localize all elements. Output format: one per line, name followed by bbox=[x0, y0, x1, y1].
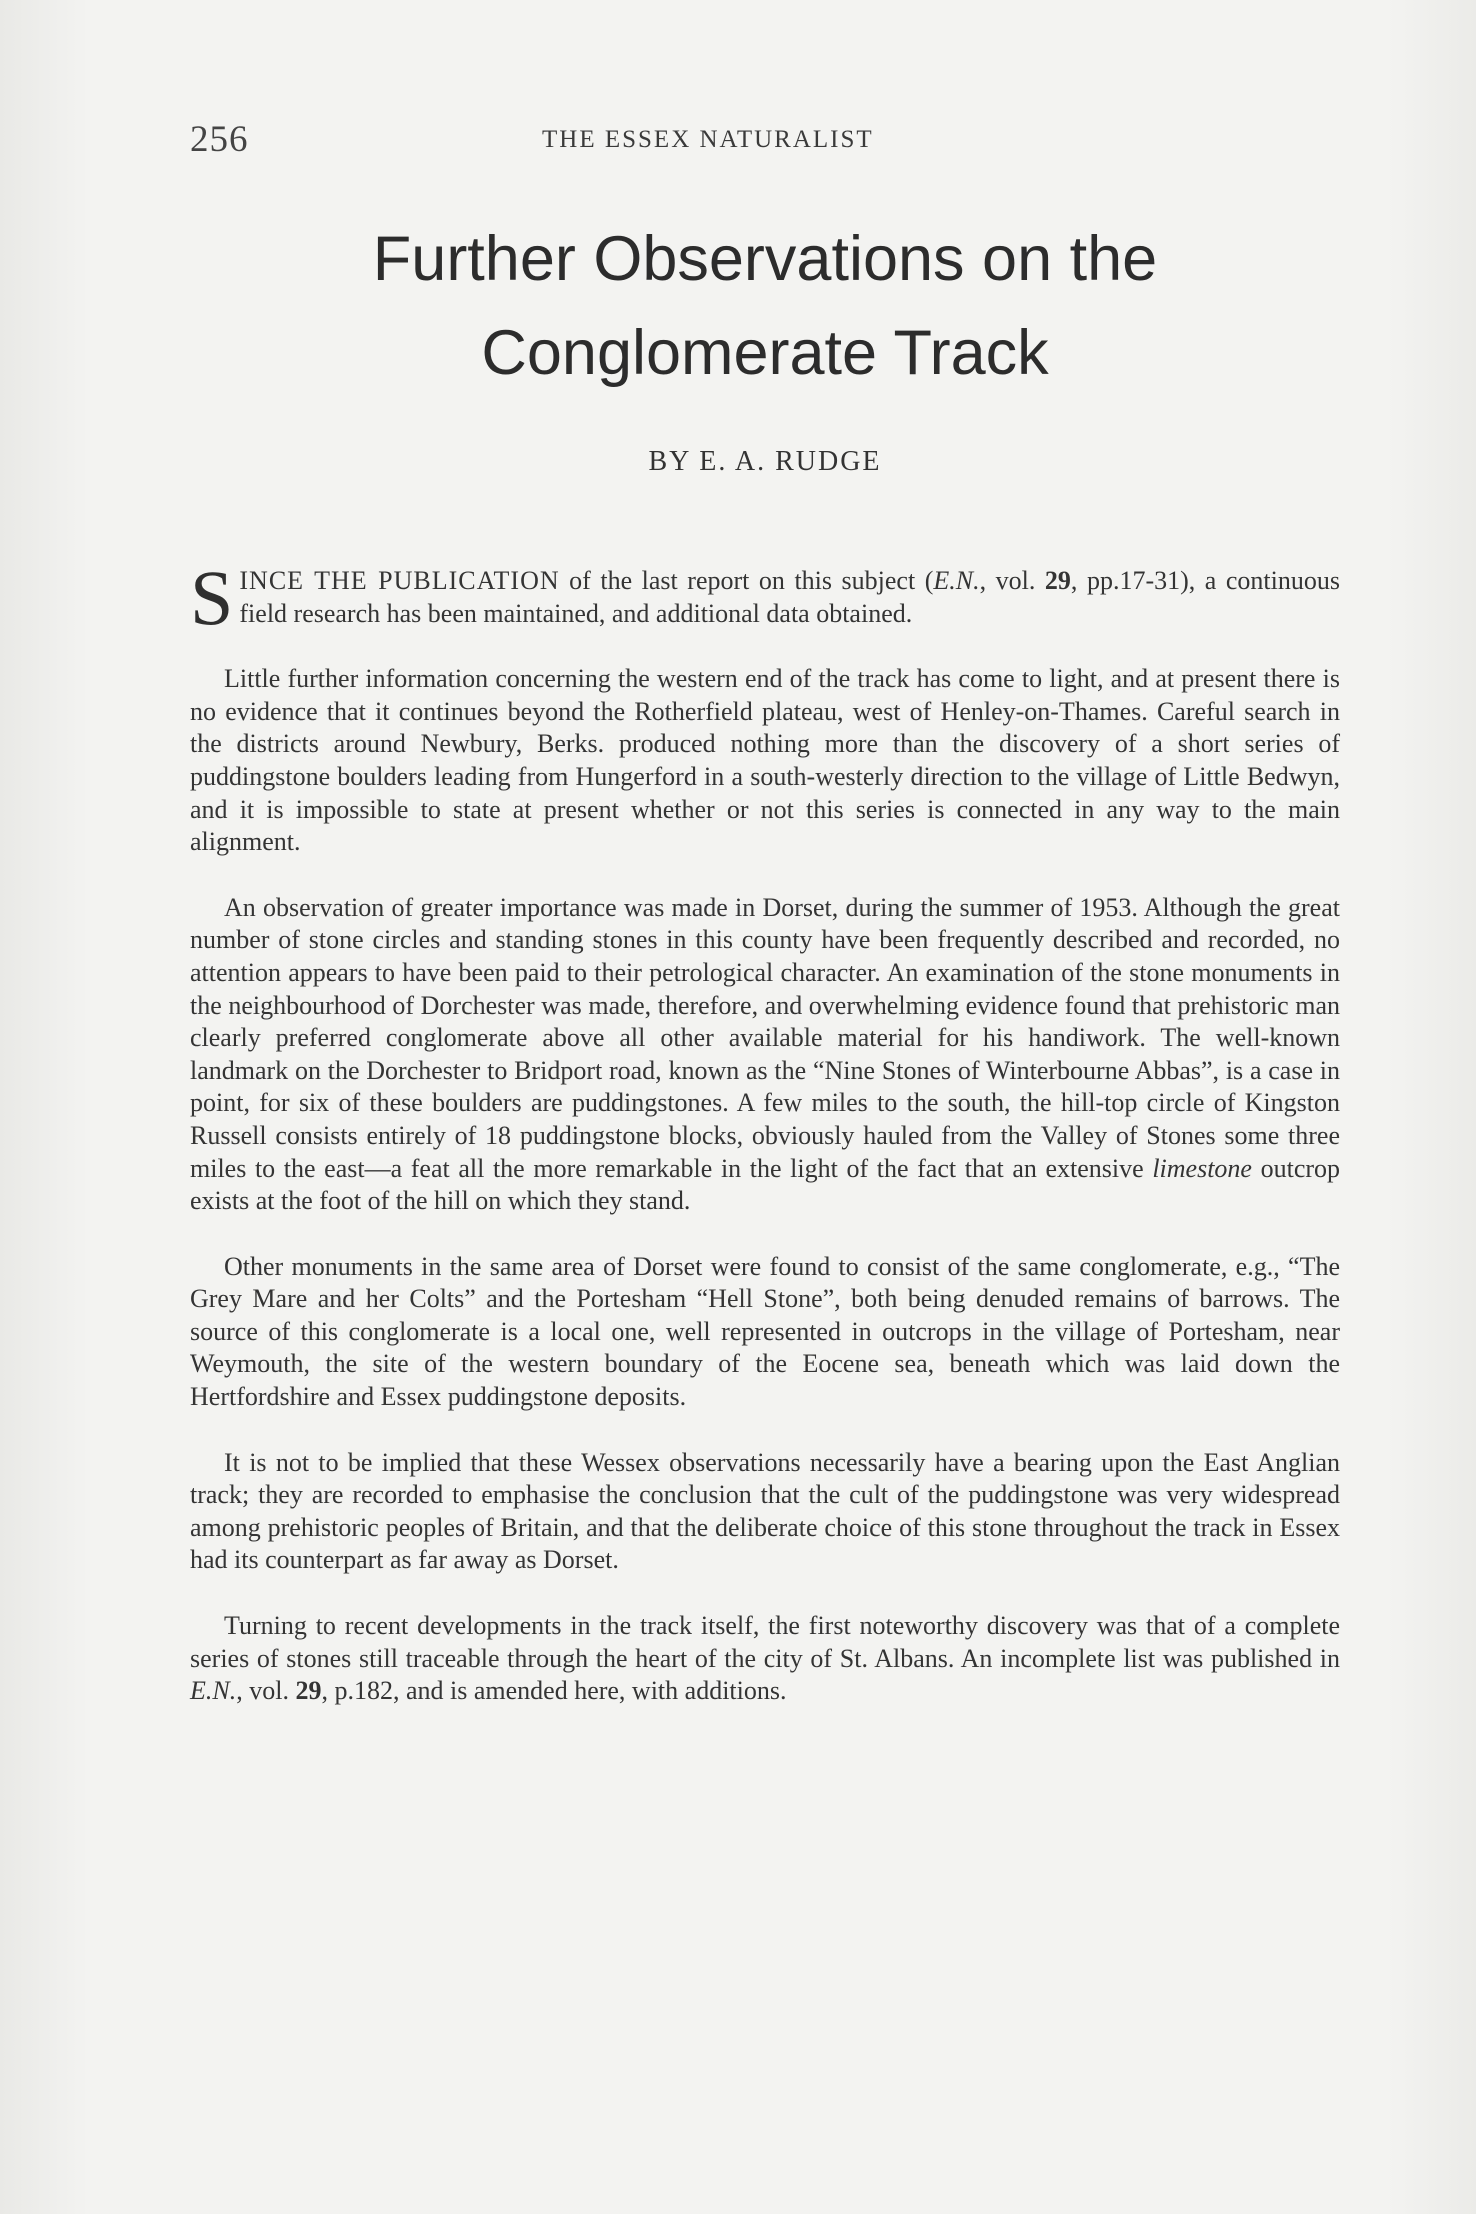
paragraph-5-text: It is not to be implied that these Wessex observations necessarily have a bearing upon the East Anglian track; they are recorded to emphasise the conclusion that the cult of the puddingstone was very widespread among prehistoric peoples of Britain, and that the deliberate choice of this stone throughout the track in Essex had its counterpart as far away as Dorset. bbox=[190, 1447, 1340, 1575]
paragraph-6-text-b: , vol. bbox=[236, 1676, 296, 1706]
italic-limestone: limestone bbox=[1152, 1153, 1252, 1183]
page-number: 256 bbox=[190, 119, 249, 160]
paragraph-1-text-c: , pp.17-31), a continuous field research has been maintained, and additional data obtained. bbox=[239, 566, 1340, 628]
paragraph-6-text-c: , p.182, and is amended here, with additions. bbox=[321, 1676, 787, 1706]
drop-cap: S bbox=[190, 554, 234, 641]
paragraph-4-text: Other monuments in the same area of Dorset were found to consist of the same conglomerate, e.g., “The Grey Mare and her Colts” and the Portesham “Hell Stone”, both being denuded remains of barrows. The source of this conglomerate is a local one, well represented in outcrops in the village of Portesham, near Weymouth, the site of the western boundary of the Eocene sea, beneath which was laid down the Hertfordshire and Essex puddingstone deposits. bbox=[190, 1251, 1340, 1412]
paragraph-3-text-a: An observation of greater importance was made in Dorset, during the summer of 1953. Although the great number of stone circles and standing stones in this county have been frequently described and recorded, no attention appears to have been paid to their petrological character. An examination of the stone monuments in the neighbourhood of Dorchester was made, therefore, and overwhelming evidence found that prehistoric man clearly preferred conglomerate above all other available material for his handiwork. The well-known landmark on the Dorchester to Bridport road, known as the “Nine Stones of Winterbourne Abbas”, is a case in point, for six of these boulders are puddingstones. A few miles to the south, the hill-top circle of Kingston Russell consists entirely of 18 puddingstone blocks, obviously hauled from the Valley of Stones some three miles to the east—a feat all the more remarkable in the light of the fact that an extensive bbox=[190, 892, 1340, 1183]
journal-abbrev: E.N. bbox=[933, 566, 980, 595]
opening-small-caps: INCE THE PUBLICATION bbox=[239, 566, 560, 595]
paragraph-2-text: Little further information concerning the western end of the track has come to light, and at present there is no evidence that it continues beyond the Rotherfield plateau, west of Henley-on-Thames. Careful search in the districts around Newbury, Berks. produced nothing more than the discovery of a short series of puddingstone boulders leading from Hungerford in a south-westerly direction to the village of Little Bedwyn, and it is impossible to state at present whether or not this series is connected in any way to the main alignment. bbox=[190, 664, 1340, 857]
paragraph-6-text-a: Turning to recent developments in the track itself, the first noteworthy discovery was that of a complete series of stones still traceable through the heart of the city of St. Albans. An incomplete list was published in bbox=[190, 1611, 1340, 1673]
paragraph-2 bbox=[190, 663, 1340, 859]
title-line-1: Further Observations on the bbox=[372, 224, 1158, 294]
running-head: THE ESSEX NATURALIST bbox=[542, 126, 874, 153]
paragraph-1-text-a: of the last report on this subject ( bbox=[559, 566, 934, 595]
paragraph-6 bbox=[190, 1610, 1340, 1708]
title-line-2: Conglomerate Track bbox=[481, 318, 1049, 388]
page-header bbox=[190, 118, 1300, 168]
paragraph-1-text-b: , vol. bbox=[979, 566, 1045, 595]
volume-number: 29 bbox=[1044, 566, 1071, 595]
paragraph-4 bbox=[190, 1251, 1340, 1414]
paragraph-3 bbox=[190, 892, 1340, 1218]
byline: BY E. A. RUDGE bbox=[648, 446, 882, 477]
article-title bbox=[190, 212, 1340, 400]
volume-number: 29 bbox=[295, 1676, 322, 1706]
paragraph-3-text-b: outcrop exists at the foot of the hill on which they stand. bbox=[190, 1153, 1341, 1216]
article-body bbox=[190, 554, 1341, 1741]
journal-abbrev: E.N. bbox=[190, 1676, 237, 1706]
paragraph-5 bbox=[190, 1447, 1340, 1577]
paragraph-1 bbox=[190, 554, 1340, 641]
